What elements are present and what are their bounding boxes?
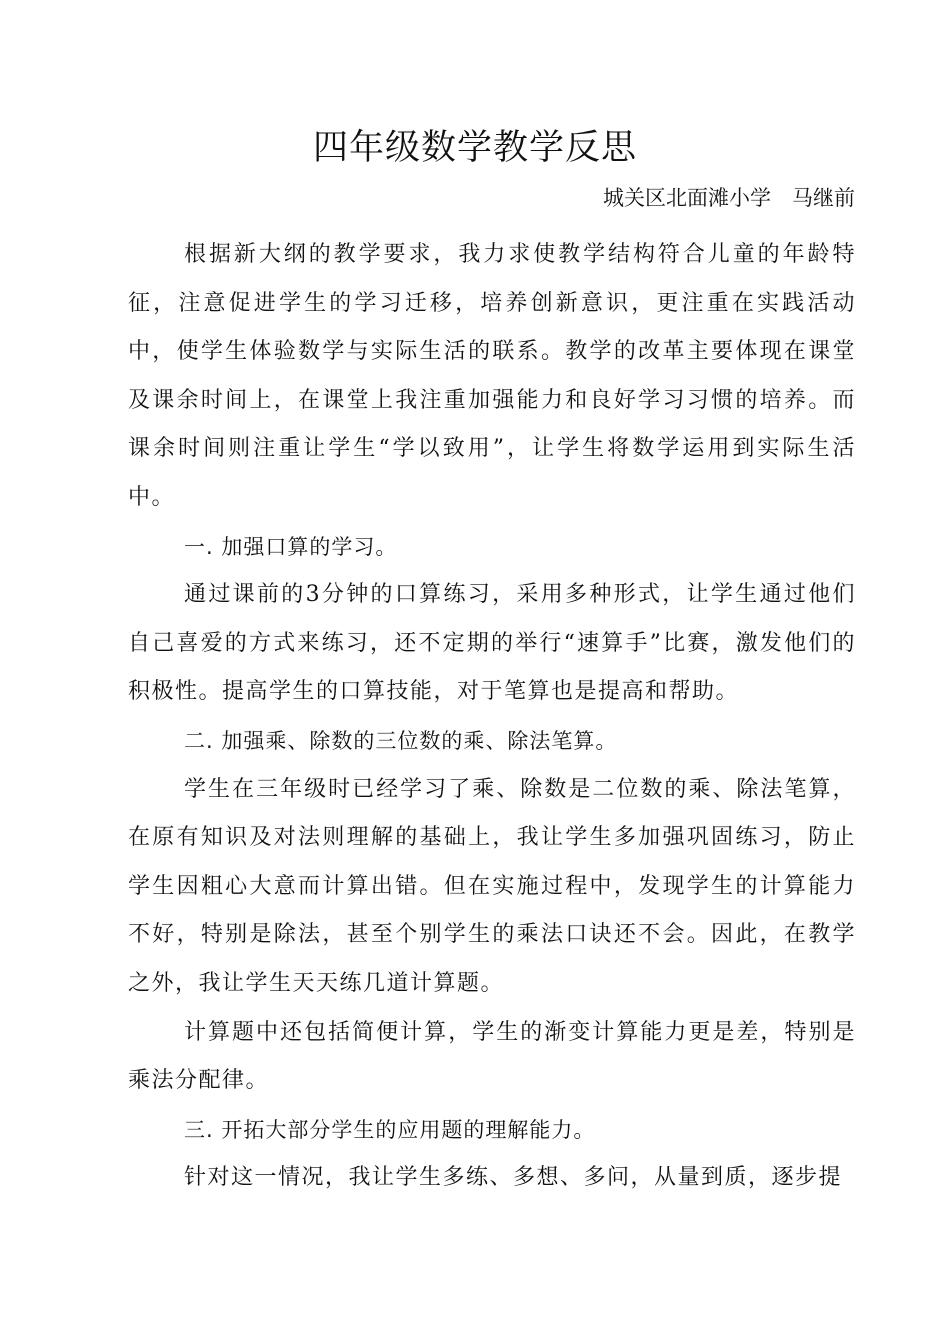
document-body <box>128 231 856 1203</box>
section-heading-1: 一. 加强口算的学习。 <box>184 534 398 559</box>
section-2-paragraph-2: 计算题中还包括简便计算，学生的渐变计算能力更是差，特别是乘法分配律。 <box>128 1019 856 1094</box>
section-3-paragraph: 针对这一情况，我让学生多练、多想、多问，从量到质，逐步提 <box>184 1165 843 1191</box>
section-heading-2: 二. 加强乘、除数的三位数的乘、除法笔算。 <box>184 728 618 753</box>
author-line: 城关区北面滩小学 马继前 <box>603 186 855 210</box>
document-title: 四年级数学教学反思 <box>312 128 637 168</box>
section-2-paragraph-1: 学生在三年级时已经学习了乘、除数是二位数的乘、除法笔算，在原有知识及对法则理解的基础上，我让学生多加强巩固练习，防止学生因粗心大意而计算出错。但在实施过程中，发现学生的计算能力不好，特别是除法，甚至个别学生的乘法口诀还不会。因此，在教学之外，我让学生天天练几道计算题。 <box>128 776 856 996</box>
section-1-paragraph: 通过课前的3分钟的口算练习，采用多种形式，让学生通过他们自己喜爱的方式来练习，还不定期的举行“速算手”比赛，激发他们的积极性。提高学生的口算技能，对于笔算也是提高和帮助。 <box>128 582 856 705</box>
intro-paragraph: 根据新大纲的教学要求，我力求使教学结构符合儿童的年龄特征，注意促进学生的学习迁移，培养创新意识，更注重在实践活动中，使学生体验数学与实际生活的联系。教学的改革主要体现在课堂及课余时间上，在课堂上我注重加强能力和良好学习习惯的培养。而课余时间则注重让学生“学以致用”，让学生将数学运用到实际生活中。 <box>128 242 856 510</box>
section-heading-3: 三. 开拓大部分学生的应用题的理解能力。 <box>184 1117 596 1142</box>
